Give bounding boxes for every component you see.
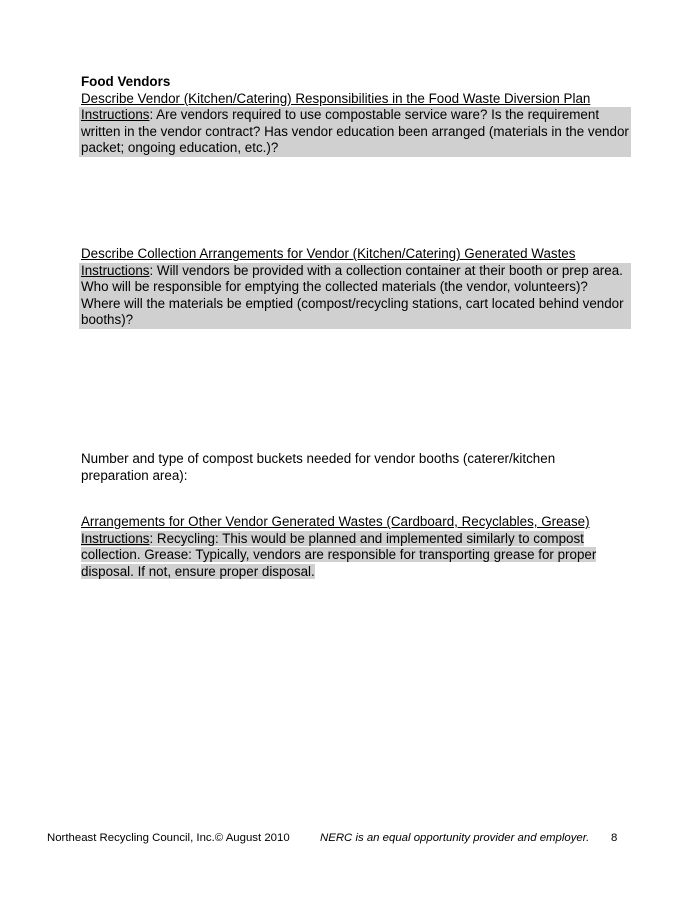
q4-instructions-label: Instructions bbox=[81, 530, 150, 546]
q2-instructions bbox=[79, 263, 631, 329]
q1-instructions-text: : Are vendors required to use compostable service ware? Is the requirement written in the vendor contract? Has vendor education been arranged (materials in the vendor packet; ongoing education, etc.)? bbox=[81, 107, 629, 156]
q1-heading: Describe Vendor (Kitchen/Catering) Responsibilities in the Food Waste Diversion Plan bbox=[81, 90, 591, 106]
q1-instructions bbox=[79, 107, 631, 157]
q2-instructions-text: : Will vendors be provided with a collection container at their booth or prep area. Who will be responsible for emptying the collected materials (the vendor, volunteers)? Where will the materials be emptied (compost/recycling stations, cart located behind vendor booths)? bbox=[81, 262, 624, 328]
q2-block bbox=[81, 246, 633, 329]
q1-instructions-label: Instructions bbox=[81, 107, 150, 123]
footer-org: Northeast Recycling Council, Inc.© August 2010 bbox=[47, 832, 290, 844]
q2-heading: Describe Collection Arrangements for Vendor (Kitchen/Catering) Generated Wastes bbox=[81, 246, 576, 261]
footer-statement: NERC is an equal opportunity provider and employer. bbox=[320, 832, 590, 844]
q4-instructions-shade bbox=[81, 531, 596, 579]
q3-text: Number and type of compost buckets needed for vendor booths (caterer/kitchen preparation area): bbox=[81, 451, 556, 483]
q4-block bbox=[81, 514, 633, 580]
section-title: Food Vendors bbox=[81, 74, 171, 89]
q3-block bbox=[81, 451, 581, 484]
section-title-block bbox=[81, 74, 633, 157]
page-number: 8 bbox=[611, 832, 618, 844]
q2-instructions-label: Instructions bbox=[81, 262, 150, 278]
q4-instructions bbox=[81, 531, 633, 581]
q4-heading: Arrangements for Other Vendor Generated Wastes (Cardboard, Recyclables, Grease) bbox=[81, 514, 590, 529]
q4-instructions-text: : Recycling: This would be planned and implemented similarly to compost collection. Grease: Typically, vendors are responsible for transporting grease for proper disposal. If not, ensure proper disposal. bbox=[81, 530, 597, 579]
